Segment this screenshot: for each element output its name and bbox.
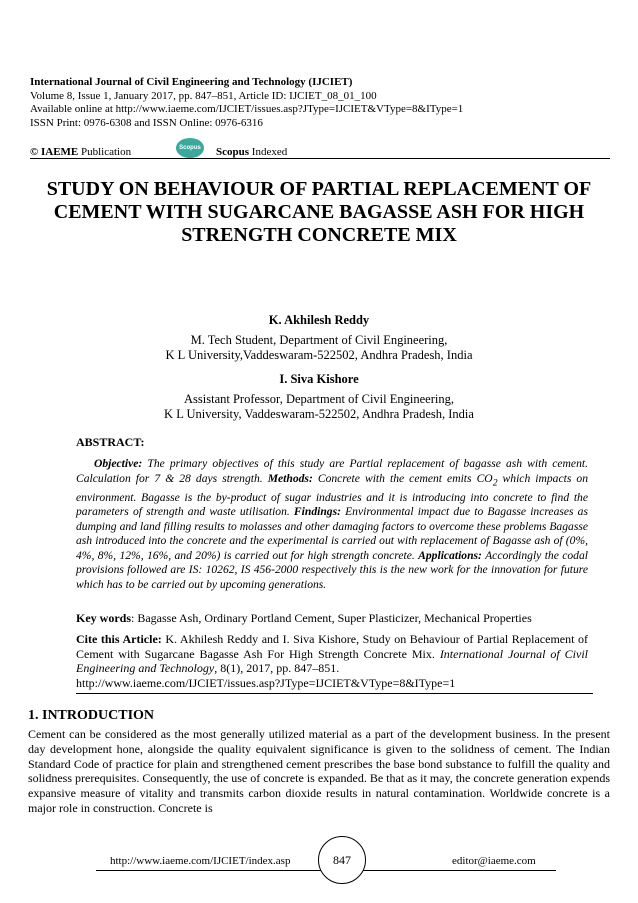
methods-text: Concrete with the cement emits CO <box>312 471 493 485</box>
author-block <box>40 313 598 364</box>
journal-header <box>30 76 610 130</box>
applications-text: Accordingly the codal provisions followed are IS: 10262, IS 456-2000 respectively this is the new work for the innovation for future which has to be carried out by upcoming generations. <box>76 548 588 592</box>
introduction-heading: 1. INTRODUCTION <box>28 708 155 723</box>
keywords-text: : Bagasse Ash, Ordinary Portland Cement, Super Plasticizer, Mechanical Properties <box>131 611 532 625</box>
indexed-suffix: Indexed <box>249 146 288 158</box>
introduction-body: Cement can be considered as the most generally utilized material as a part of the development business. In the present day development hone, alongside the quality equivalent significance is given to the solidness of cement. The Indian Standard Code of practice for plain and strengthened cement prescribes the base bond substance to fulfill the quality and solidness prerequisites. Consequently, the use of concrete is expanded. Be that as it may, the concrete generation expends expansive measure of vitality and transmits carbon dioxide results in natural contamination. Worldwide concrete is a major role in construction. Concrete is <box>28 727 610 815</box>
issn-line: ISSN Print: 0976-6308 and ISSN Online: 0976-6316 <box>30 116 263 129</box>
keywords-label: Key words <box>76 611 131 625</box>
volume-line: Volume 8, Issue 1, January 2017, pp. 847–851, Article ID: IJCIET_08_01_100 <box>30 89 377 102</box>
footer-url: http://www.iaeme.com/IJCIET/index.asp <box>110 855 291 867</box>
citation-issue: , 8(1), 2017, pp. 847–851. <box>214 661 340 675</box>
author-affiliation-line1: Assistant Professor, Department of Civil Engineering, <box>184 391 454 406</box>
author-affiliation-line2: K L University, Vaddeswaram-522502, Andhra Pradesh, India <box>164 407 474 421</box>
available-online-line: Available online at http://www.iaeme.com/IJCIET/issues.asp?JType=IJCIET&VType=8&IType=1 <box>30 103 464 115</box>
publisher-suffix: Publication <box>78 146 132 158</box>
co2-subscript: 2 <box>492 476 498 488</box>
indexed-name: Scopus <box>216 146 250 158</box>
objective-text: The primary objectives of this study are Partial replacement of bagasse ash with cement. Calculation for 7 & 28 days strength. <box>76 457 588 485</box>
author-name: I. Siva Kishore <box>279 372 359 386</box>
author-affiliation-line2: K L University,Vaddeswaram-522502, Andhra Pradesh, India <box>165 348 473 362</box>
applications-label: Applications: <box>418 548 482 562</box>
methods-label: Methods: <box>267 471 313 485</box>
citation-text: K. Akhilesh Reddy and I. Siva Kishore, Study on Behaviour of Partial Replacement of Cement with Sugarcane Bagasse Ash For High Strength Concrete Mix. <box>76 632 588 661</box>
abstract-heading: ABSTRACT: <box>76 435 145 449</box>
citation-label: Cite this Article: <box>76 632 162 646</box>
objective-label: Objective: <box>94 457 143 470</box>
keywords-line <box>76 611 588 626</box>
author-affiliation-line1: M. Tech Student, Department of Civil Engineering, <box>190 332 448 347</box>
findings-text: Environmental impact due to Bagasse increases as dumping and land filling results to molasses and other damaging factors to overcome these problems Bagasse ash introduced into the concrete and the experimental is carried out with replacement of Bagasse ash of (0%, 4%, 8%, 12%, 16%, and 20%) is carried out for high strength concrete. <box>76 505 588 562</box>
indexed-label <box>216 146 287 158</box>
abstract-body <box>76 457 588 593</box>
author-block <box>40 372 598 423</box>
publisher-label <box>30 146 131 158</box>
footer-email: editor@iaeme.com <box>452 855 536 867</box>
journal-title: International Journal of Civil Engineering and Technology (IJCIET) <box>30 76 353 88</box>
publisher-name: © IAEME <box>30 146 79 158</box>
citation-journal: International Journal of Civil Engineering and Technology <box>76 646 588 675</box>
paper-title: STUDY ON BEHAVIOUR OF PARTIAL REPLACEMENT OF CEMENT WITH SUGARCANE BAGASSE ASH FOR HIGH STRENGTH CONCRETE MIX <box>46 178 592 246</box>
citation-divider <box>76 693 593 694</box>
scopus-logo-icon: Scopus <box>176 138 204 158</box>
findings-label: Findings: <box>293 505 341 519</box>
page-number: 847 <box>318 836 366 884</box>
methods-text-cont: which impacts on environment. Bagasse is the by-product of sugar industries and it is introducing into concrete to find the parameters of strength and waste utilisation. <box>76 471 588 519</box>
citation-block <box>76 632 588 690</box>
author-name: K. Akhilesh Reddy <box>268 313 370 327</box>
citation-url: http://www.iaeme.com/IJCIET/issues.asp?JType=IJCIET&VType=8&IType=1 <box>76 675 456 690</box>
header-rule <box>30 158 610 159</box>
publisher-row <box>30 138 610 160</box>
